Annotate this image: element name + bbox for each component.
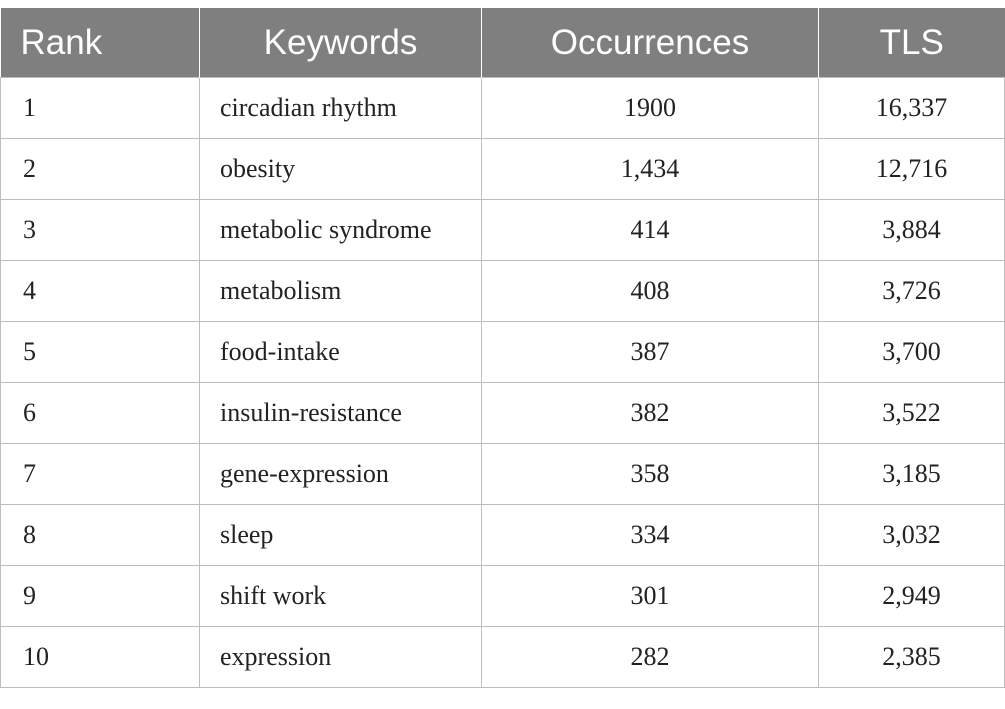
rank-cell: 7 [1, 444, 200, 505]
table-row [1, 139, 1005, 200]
rank-cell: 3 [1, 200, 200, 261]
tls-cell: 12,716 [819, 139, 1005, 200]
table-row [1, 383, 1005, 444]
rank-cell: 5 [1, 322, 200, 383]
occurrences-cell: 358 [482, 444, 819, 505]
keywords-table [0, 8, 1005, 688]
rank-cell: 2 [1, 139, 200, 200]
keyword-cell: gene-expression [200, 444, 482, 505]
keyword-cell: metabolic syndrome [200, 200, 482, 261]
table-row [1, 200, 1005, 261]
occurrences-cell: 414 [482, 200, 819, 261]
tls-cell: 2,949 [819, 566, 1005, 627]
table-row [1, 627, 1005, 688]
table-row [1, 261, 1005, 322]
rank-cell: 4 [1, 261, 200, 322]
header-row [1, 8, 1005, 78]
table-row [1, 566, 1005, 627]
header-tls: TLS [819, 8, 1005, 78]
rank-cell: 8 [1, 505, 200, 566]
tls-cell: 3,032 [819, 505, 1005, 566]
tls-cell: 2,385 [819, 627, 1005, 688]
keyword-cell: metabolism [200, 261, 482, 322]
tls-cell: 3,700 [819, 322, 1005, 383]
table-row [1, 78, 1005, 139]
keyword-cell: obesity [200, 139, 482, 200]
rank-cell: 1 [1, 78, 200, 139]
tls-cell: 16,337 [819, 78, 1005, 139]
occurrences-cell: 408 [482, 261, 819, 322]
tls-cell: 3,726 [819, 261, 1005, 322]
table-header [1, 8, 1005, 78]
occurrences-cell: 387 [482, 322, 819, 383]
keyword-cell: shift work [200, 566, 482, 627]
rank-cell: 10 [1, 627, 200, 688]
header-rank: Rank [1, 8, 200, 78]
tls-cell: 3,884 [819, 200, 1005, 261]
occurrences-cell: 1,434 [482, 139, 819, 200]
occurrences-cell: 301 [482, 566, 819, 627]
keyword-cell: circadian rhythm [200, 78, 482, 139]
occurrences-cell: 1900 [482, 78, 819, 139]
tls-cell: 3,185 [819, 444, 1005, 505]
occurrences-cell: 334 [482, 505, 819, 566]
header-keywords: Keywords [200, 8, 482, 78]
keyword-cell: insulin-resistance [200, 383, 482, 444]
tls-cell: 3,522 [819, 383, 1005, 444]
occurrences-cell: 382 [482, 383, 819, 444]
keyword-cell: sleep [200, 505, 482, 566]
table-body [1, 78, 1005, 688]
table-row [1, 505, 1005, 566]
rank-cell: 9 [1, 566, 200, 627]
keyword-cell: food-intake [200, 322, 482, 383]
occurrences-cell: 282 [482, 627, 819, 688]
rank-cell: 6 [1, 383, 200, 444]
table-row [1, 322, 1005, 383]
table-row [1, 444, 1005, 505]
header-occurrences: Occurrences [482, 8, 819, 78]
keyword-cell: expression [200, 627, 482, 688]
